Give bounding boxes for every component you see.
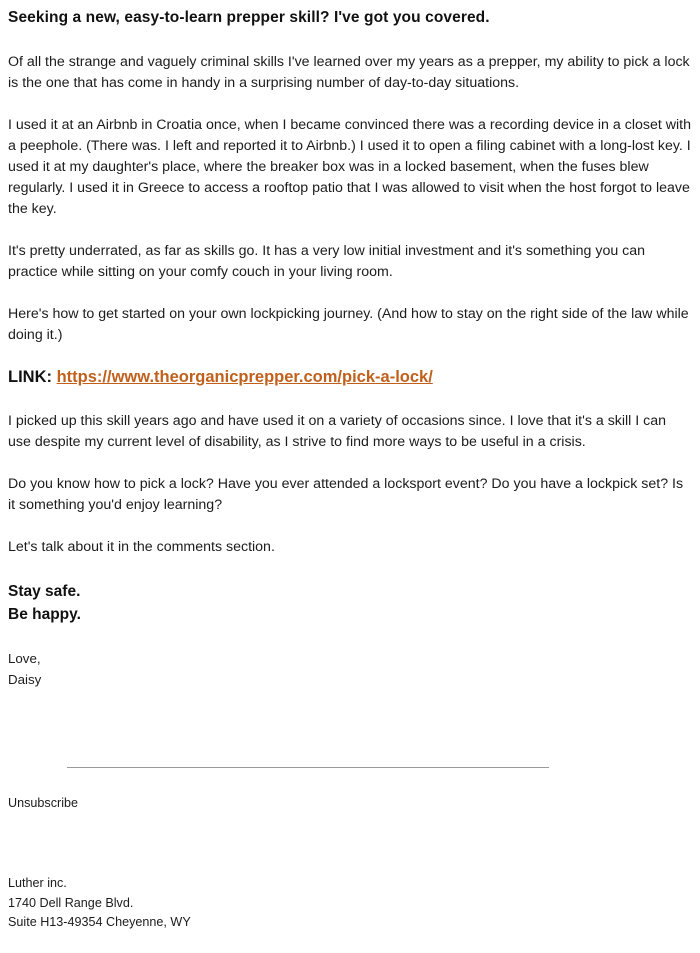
unsubscribe-link[interactable]: Unsubscribe	[8, 796, 78, 810]
closing-block	[8, 580, 81, 626]
sign-off: Love,	[8, 651, 41, 666]
footer-divider	[67, 767, 549, 768]
questions-paragraph: Do you know how to pick a lock? Have you ever attended a locksport event? Do you have a lockpick set? Is it something you'd enjoy learning?	[8, 476, 684, 513]
article-link-line	[8, 368, 433, 387]
disability-paragraph: I picked up this skill years ago and have used it on a variety of occasions since. I love that it's a skill I can use despite my current level of disability, as I strive to find more ways to be useful in a crisis.	[8, 413, 667, 450]
intro-paragraph: Of all the strange and vaguely criminal skills I've learned over my years as a prepper, my ability to pick a lock is the one that has come in handy in a surprising number of day-to-day situations.	[8, 54, 690, 91]
closing-be-happy: Be happy.	[8, 606, 81, 623]
article-link[interactable]: https://www.theorganicprepper.com/pick-a-lock/	[56, 368, 433, 386]
email-heading: Seeking a new, easy-to-learn prepper skill? I've got you covered.	[8, 9, 490, 26]
link-label: LINK:	[8, 368, 52, 386]
street-address: 1740 Dell Range Blvd.	[8, 895, 134, 910]
get-started-paragraph: Here's how to get started on your own lockpicking journey. (And how to stay on the right side of the law while doing it.)	[8, 306, 689, 343]
footer-address	[8, 874, 191, 933]
closing-stay-safe: Stay safe.	[8, 583, 81, 600]
underrated-paragraph: It's pretty underrated, as far as skills go. It has a very low initial investment and it's something you can practice while sitting on your comfy couch in your living room.	[8, 243, 646, 280]
anecdote-paragraph: I used it at an Airbnb in Croatia once, when I became convinced there was a recording device in a closet with a peephole. (There was. I left and reported it to Airbnb.) I used it to open a filing cabinet with a long-lost key. I used it at my daughter's place, where the breaker box was in a locked basement, when the fuses blew regularly. I used it in Greece to access a rooftop patio that I was allowed to visit when the host forgot to leave the key.	[8, 117, 691, 217]
suite-city-state: Suite H13-49354 Cheyenne, WY	[8, 915, 191, 929]
signature-name: Daisy	[8, 672, 42, 687]
signature-block	[8, 648, 41, 690]
company-name: Luther inc.	[8, 876, 67, 890]
comments-paragraph: Let's talk about it in the comments section.	[8, 539, 275, 555]
